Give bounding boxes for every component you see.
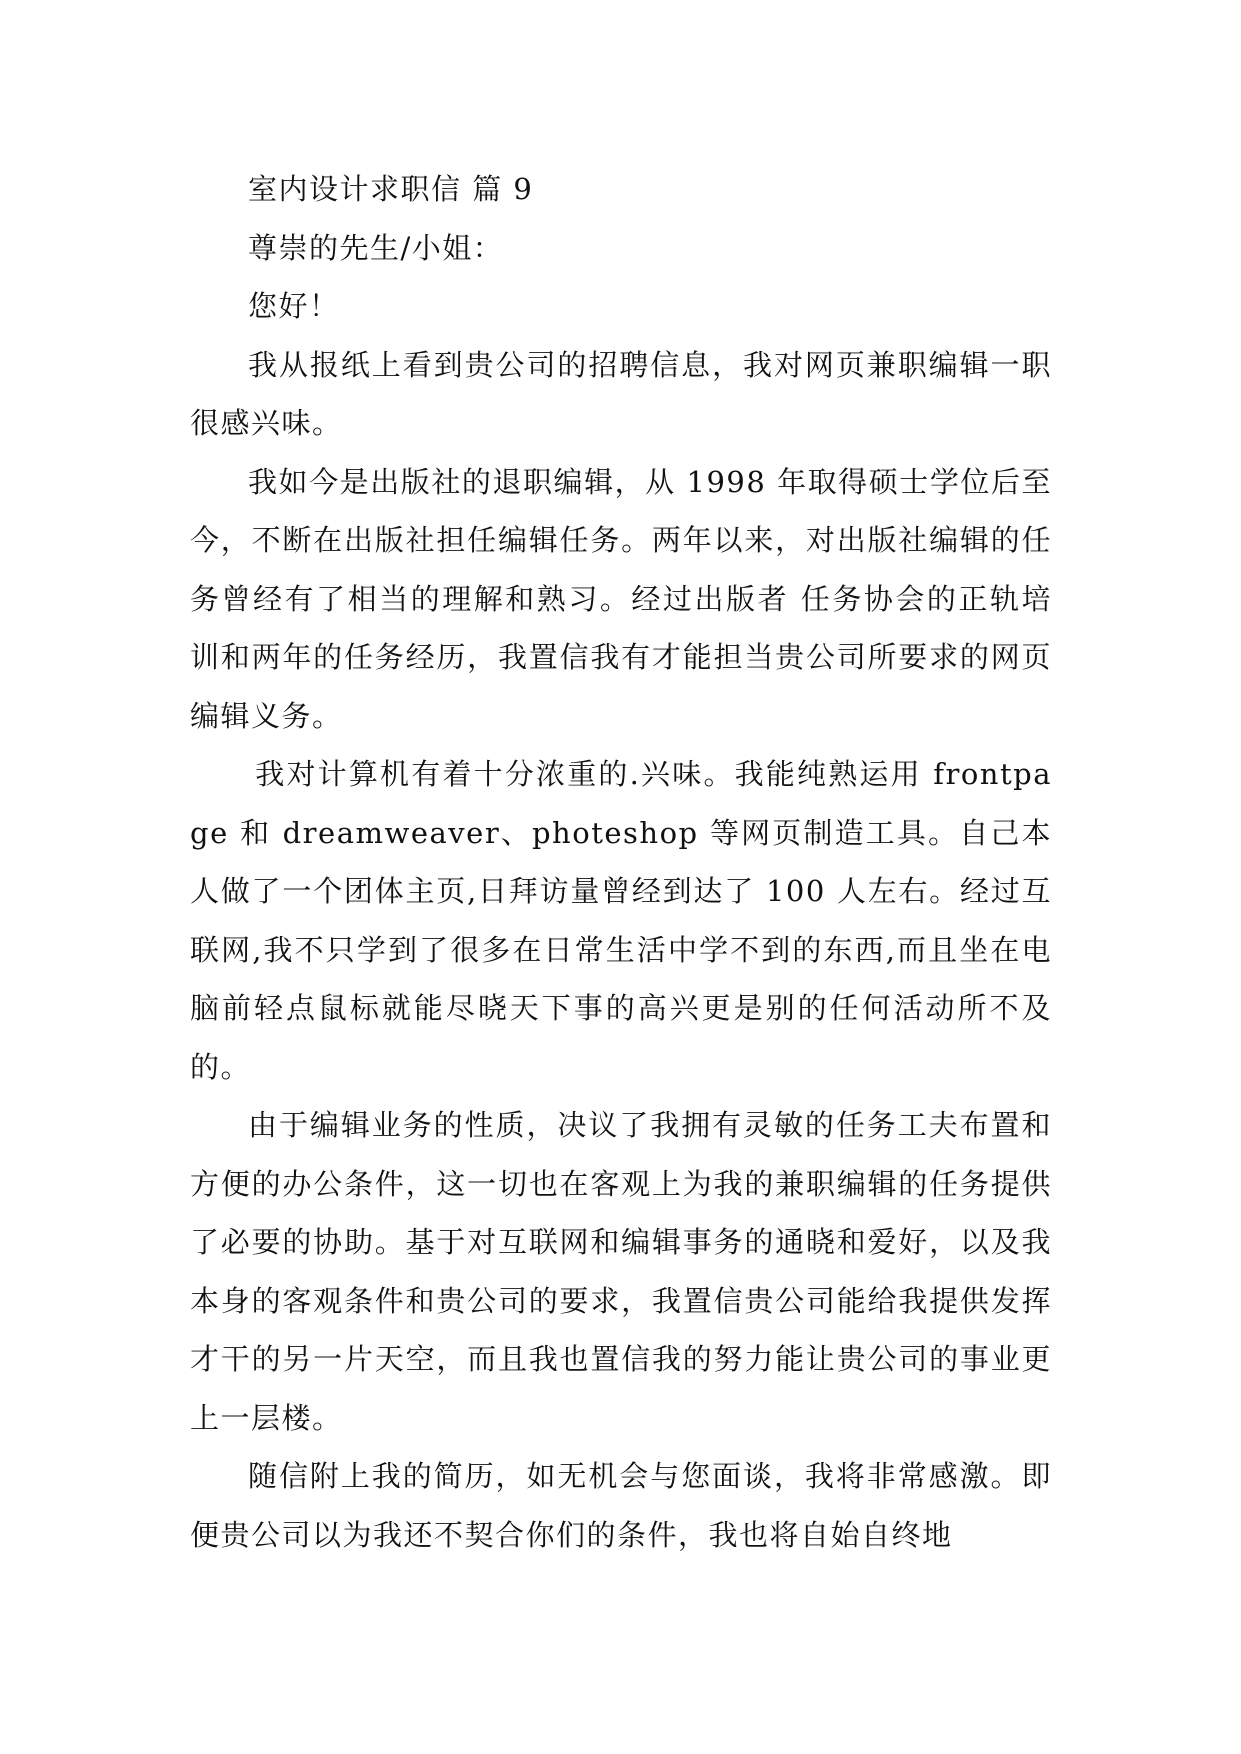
paragraph-experience: 我如今是出版社的退职编辑，从 1998 年取得硕士学位后至今，不断在出版社担任编辑任务。两年以来，对出版社编辑的任务曾经有了相当的理解和熟习。经过出版者 任务协会的正轨培训和两年的任务经历，我置信我有才能担当贵公司所要求的网页编辑义务。 xyxy=(190,464,1052,733)
letter-body xyxy=(190,160,1052,1564)
greeting: 您好！ xyxy=(248,289,340,323)
paragraph-intro: 我从报纸上看到贵公司的招聘信息，我对网页兼职编辑一职很感兴味。 xyxy=(190,347,1052,440)
paragraph-computer-skills: 我对计算机有着十分浓重的.兴味。我能纯熟运用 frontpage 和 dreamweaver、photeshop 等网页制造工具。自己本人做了一个团体主页,日拜访量曾经到达了 100 人左右。经过互联网,我不只学到了很多在日常生活中学不到的东西,而且坐在电脑前轻点鼠标就能尽晓天下事的高兴更是别的任何活动所不及的。 xyxy=(190,757,1052,1084)
salutation: 尊崇的先生/小姐： xyxy=(248,230,504,265)
letter-title: 室内设计求职信 篇 9 xyxy=(248,172,534,206)
paragraph-closing: 随信附上我的简历，如无机会与您面谈，我将非常感激。即便贵公司以为我还不契合你们的条件，我也将自始自终地 xyxy=(190,1459,1052,1552)
paragraph-conditions: 由于编辑业务的性质，决议了我拥有灵敏的任务工夫布置和方便的办公条件，这一切也在客观上为我的兼职编辑的任务提供了必要的协助。基于对互联网和编辑事务的通晓和爱好，以及我本身的客观条件和贵公司的要求，我置信贵公司能给我提供发挥才干的另一片天空，而且我也置信我的努力能让贵公司的事业更上一层楼。 xyxy=(190,1108,1052,1435)
